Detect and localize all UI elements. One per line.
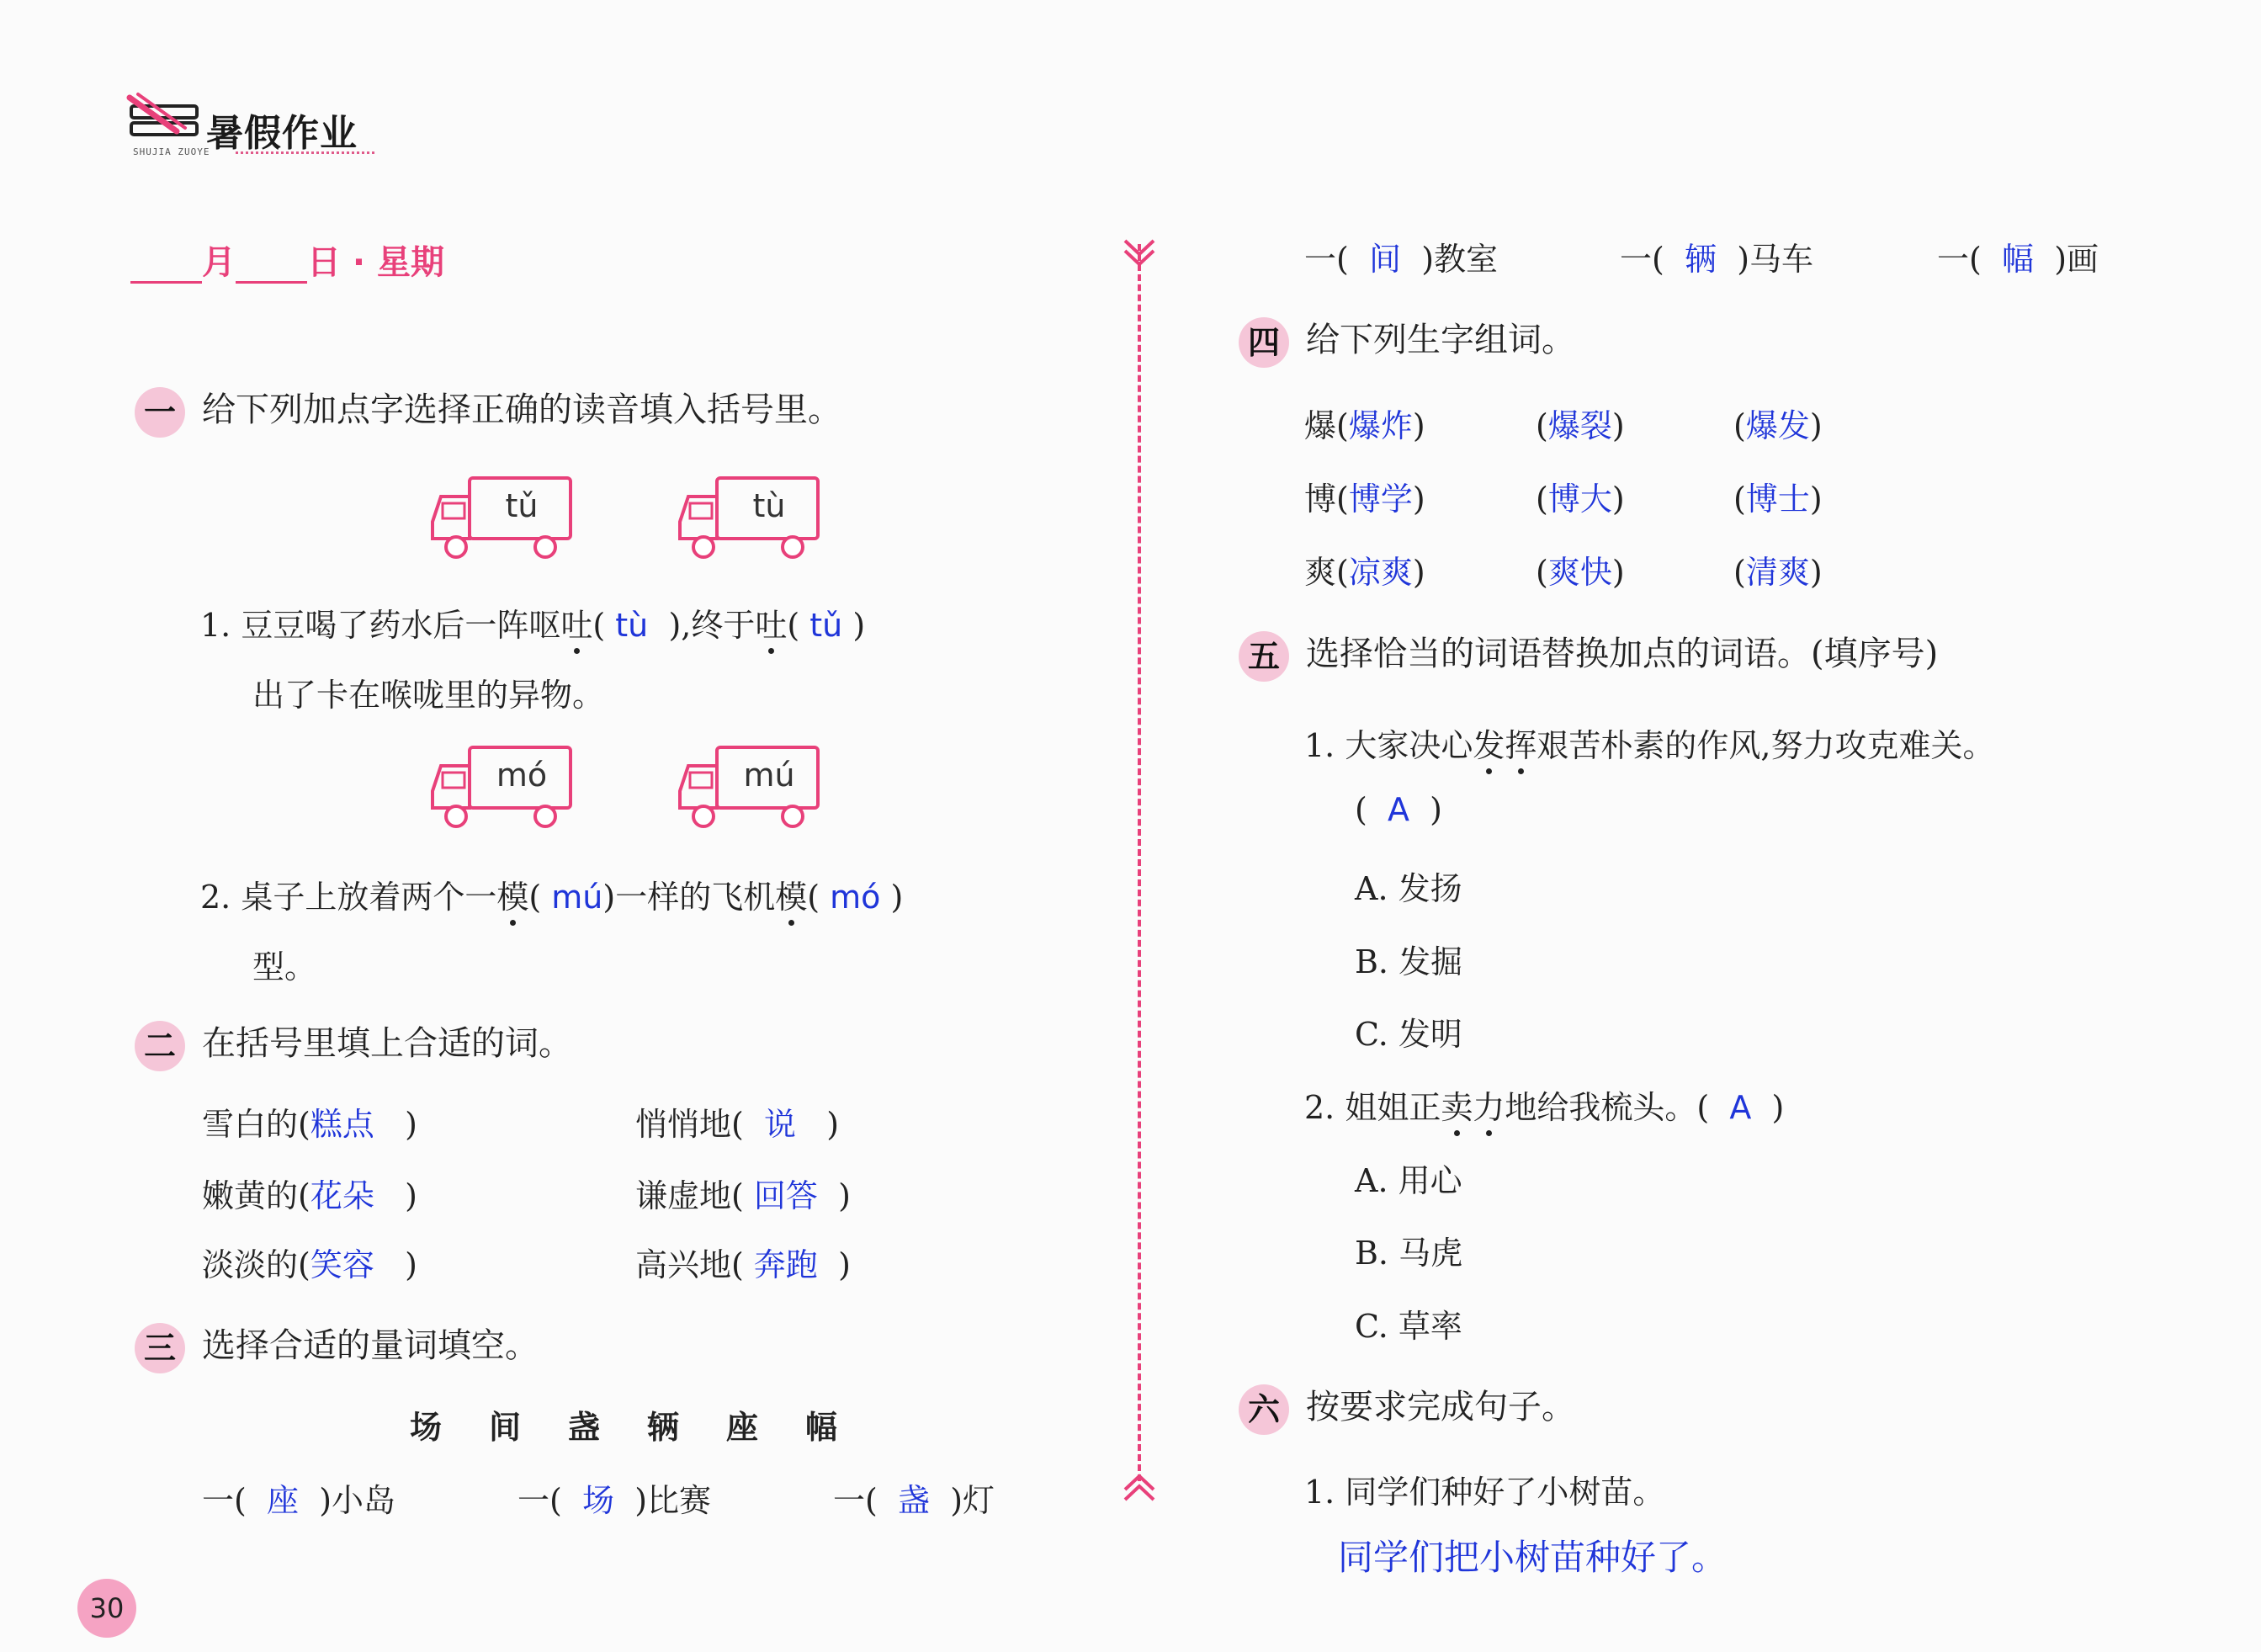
book-logo-icon: [126, 91, 206, 150]
section-number-badge: 一: [135, 387, 185, 438]
date-line: [130, 236, 444, 284]
text: ): [405, 1177, 417, 1214]
text: ): [852, 607, 866, 644]
text: ): [405, 1106, 417, 1143]
text: ): [405, 1246, 417, 1283]
answer: 回答: [753, 1177, 818, 1214]
truck-label: tù: [752, 487, 786, 524]
answer: mú: [551, 879, 603, 916]
s2-item: [202, 1098, 417, 1145]
measure-word-bank: 场间盏辆座幅: [410, 1409, 885, 1446]
section-number-badge: 五: [1239, 631, 1289, 682]
s4-word: (博大): [1536, 481, 1625, 518]
brand-subtitle: SHUJIA ZUOYE: [133, 146, 210, 157]
answer: 幅: [2002, 241, 2035, 278]
truck-label: mó: [496, 757, 548, 794]
dotted-char: 发: [1473, 727, 1505, 764]
answer: 场: [582, 1482, 615, 1519]
text: 2. 姐姐正: [1304, 1089, 1441, 1126]
s2-item: [635, 1170, 851, 1216]
text: 一(: [517, 1482, 562, 1519]
text: 一(: [833, 1482, 878, 1519]
option: C. 发明: [1355, 1016, 1462, 1053]
text: )灯: [950, 1482, 995, 1519]
answer: mó: [830, 879, 881, 916]
text: )比赛: [634, 1482, 712, 1519]
answer: tù: [615, 607, 649, 644]
text: ): [838, 1246, 851, 1283]
s3-item: [517, 1474, 711, 1521]
dotted-char: 模: [775, 879, 808, 916]
section-title: 按要求完成句子。: [1306, 1388, 1575, 1426]
answer: 盏: [898, 1482, 931, 1519]
section-title: 选择恰当的词语替换加点的词语。(填序号): [1306, 635, 1939, 673]
brand-logo: [126, 91, 379, 167]
text: 雪白的(: [202, 1106, 310, 1143]
text: ): [1771, 1089, 1785, 1126]
text: 1. 大家决心: [1304, 727, 1473, 764]
chevron-down-icon: [1122, 237, 1157, 271]
s5-q1: [1304, 720, 1994, 766]
section-title: 选择合适的量词填空。: [202, 1326, 539, 1365]
truck-icon: [675, 471, 826, 564]
text: (: [592, 607, 606, 644]
truck-icon: [427, 471, 579, 564]
section-title: 给下列生字组词。: [1306, 321, 1575, 359]
dotted-char: 卖: [1441, 1089, 1473, 1126]
answer: A: [1387, 791, 1409, 828]
brand-dots: [236, 151, 374, 154]
s3-item: [833, 1474, 995, 1521]
char: 博: [1304, 481, 1337, 518]
truck-icon: [675, 741, 826, 833]
answer: 辆: [1685, 241, 1717, 278]
answer: 博士: [1745, 481, 1810, 518]
text: 2. 桌子上放着两个一: [200, 879, 497, 916]
section-title: 在括号里填上合适的词。: [202, 1024, 572, 1063]
s4-word: (博士): [1733, 481, 1823, 518]
s2-item: [635, 1239, 851, 1285]
text: 一(: [1937, 241, 1982, 278]
char: 爽: [1304, 554, 1337, 591]
s4-row: 爆(爆炸): [1304, 407, 1425, 444]
s3-item: [202, 1474, 395, 1521]
s3-item: [1620, 233, 1813, 279]
s4-word: (爆发): [1733, 407, 1823, 444]
option: A. 用心: [1355, 1162, 1462, 1199]
chevron-up-icon: [1122, 1469, 1157, 1503]
s1-q2-line2: 型。: [252, 948, 317, 985]
text: 高兴地(: [635, 1246, 744, 1283]
answer: A: [1729, 1089, 1752, 1126]
truck-label: mú: [743, 757, 795, 794]
section-number-badge: 四: [1239, 317, 1289, 368]
s1-q2-line1: [200, 871, 903, 917]
option: A. 发扬: [1355, 870, 1462, 907]
text: 1. 豆豆喝了药水后一阵呕: [200, 607, 561, 644]
text: 一(: [1620, 241, 1664, 278]
text: )马车: [1737, 241, 1814, 278]
answer: 说: [764, 1106, 797, 1143]
s1-q1-line1: [200, 599, 865, 645]
text: 谦虚地(: [635, 1177, 744, 1214]
answer: 博学: [1348, 481, 1413, 518]
section-2-heading: [135, 1017, 572, 1071]
month-blank: [130, 252, 202, 284]
s1-q1-line2: 出了卡在喉咙里的异物。: [252, 677, 605, 714]
char: 爆: [1304, 407, 1337, 444]
answer: 座: [267, 1482, 300, 1519]
text: )一样的飞机: [602, 879, 776, 916]
text: 嫩黄的(: [202, 1177, 310, 1214]
text: ): [890, 879, 904, 916]
answer: 爽快: [1547, 554, 1612, 591]
s6-q1-answer: 同学们把小树苗种好了。: [1338, 1537, 1728, 1578]
s4-row: 博(博学): [1304, 481, 1425, 518]
answer: 爆裂: [1547, 407, 1612, 444]
s6-q1: 1. 同学们种好了小树苗。: [1304, 1474, 1665, 1511]
answer: 清爽: [1745, 554, 1810, 591]
dotted-char: 模: [496, 879, 529, 916]
answer: 爆发: [1745, 407, 1810, 444]
text: (: [787, 607, 800, 644]
text: 艰苦朴素的作风,努力攻克难关。: [1537, 727, 1995, 764]
text: 一(: [202, 1482, 247, 1519]
s2-item: [202, 1170, 417, 1216]
answer: 博大: [1547, 481, 1612, 518]
text: )画: [2054, 241, 2099, 278]
text: )小岛: [319, 1482, 396, 1519]
brand-title: 暑假作业: [206, 112, 358, 155]
day-weekday-label: 日 · 星期: [307, 243, 445, 282]
s4-row: 爽(凉爽): [1304, 554, 1425, 591]
section-4-heading: [1239, 313, 1575, 368]
month-label: 月: [202, 243, 236, 282]
s3-item: [1304, 233, 1498, 279]
text: 地给我梳头。(: [1505, 1089, 1710, 1126]
section-3-heading: [135, 1319, 539, 1373]
s2-item: [635, 1098, 839, 1145]
text: 悄悄地(: [635, 1106, 744, 1143]
dotted-char: 力: [1473, 1089, 1505, 1126]
answer: 奔跑: [753, 1246, 818, 1283]
dotted-char: 吐: [560, 607, 593, 644]
text: (: [528, 879, 542, 916]
dotted-char: 挥: [1505, 727, 1537, 764]
section-title: 给下列加点字选择正确的读音填入括号里。: [202, 390, 841, 429]
day-blank: [236, 252, 307, 284]
section-number-badge: 三: [135, 1323, 185, 1373]
text: 淡淡的(: [202, 1246, 310, 1283]
section-6-heading: [1239, 1380, 1575, 1435]
section-5-heading: [1239, 627, 1938, 682]
answer: 爆炸: [1348, 407, 1413, 444]
section-1-heading: [135, 383, 841, 438]
option: B. 马虎: [1355, 1235, 1463, 1272]
text: ): [838, 1177, 851, 1214]
s5-q1-answer: ( A ): [1355, 791, 1442, 828]
s5-q2: [1304, 1081, 1784, 1128]
center-divider: [1138, 244, 1141, 1481]
page-number: 30: [77, 1579, 136, 1638]
s2-item: [202, 1239, 417, 1285]
dotted-char: 吐: [755, 607, 788, 644]
s4-word: (爆裂): [1536, 407, 1625, 444]
answer: 笑容: [310, 1246, 374, 1283]
answer: tǔ: [809, 607, 843, 644]
answer: 间: [1369, 241, 1402, 278]
truck-label: tǔ: [505, 487, 539, 524]
section-number-badge: 二: [135, 1021, 185, 1071]
text: ): [826, 1106, 840, 1143]
text: )教室: [1421, 241, 1499, 278]
truck-icon: [427, 741, 579, 833]
option: B. 发掘: [1355, 943, 1463, 980]
text: (: [807, 879, 820, 916]
s3-item: [1937, 233, 2099, 279]
section-number-badge: 六: [1239, 1384, 1289, 1435]
s4-word: (爽快): [1536, 554, 1625, 591]
answer: 凉爽: [1348, 554, 1413, 591]
answer: 花朵: [310, 1177, 374, 1214]
option: C. 草率: [1355, 1308, 1462, 1345]
s4-word: (清爽): [1733, 554, 1823, 591]
text: 一(: [1304, 241, 1349, 278]
answer: 糕点: [310, 1106, 374, 1143]
text: ),终于: [668, 607, 756, 644]
